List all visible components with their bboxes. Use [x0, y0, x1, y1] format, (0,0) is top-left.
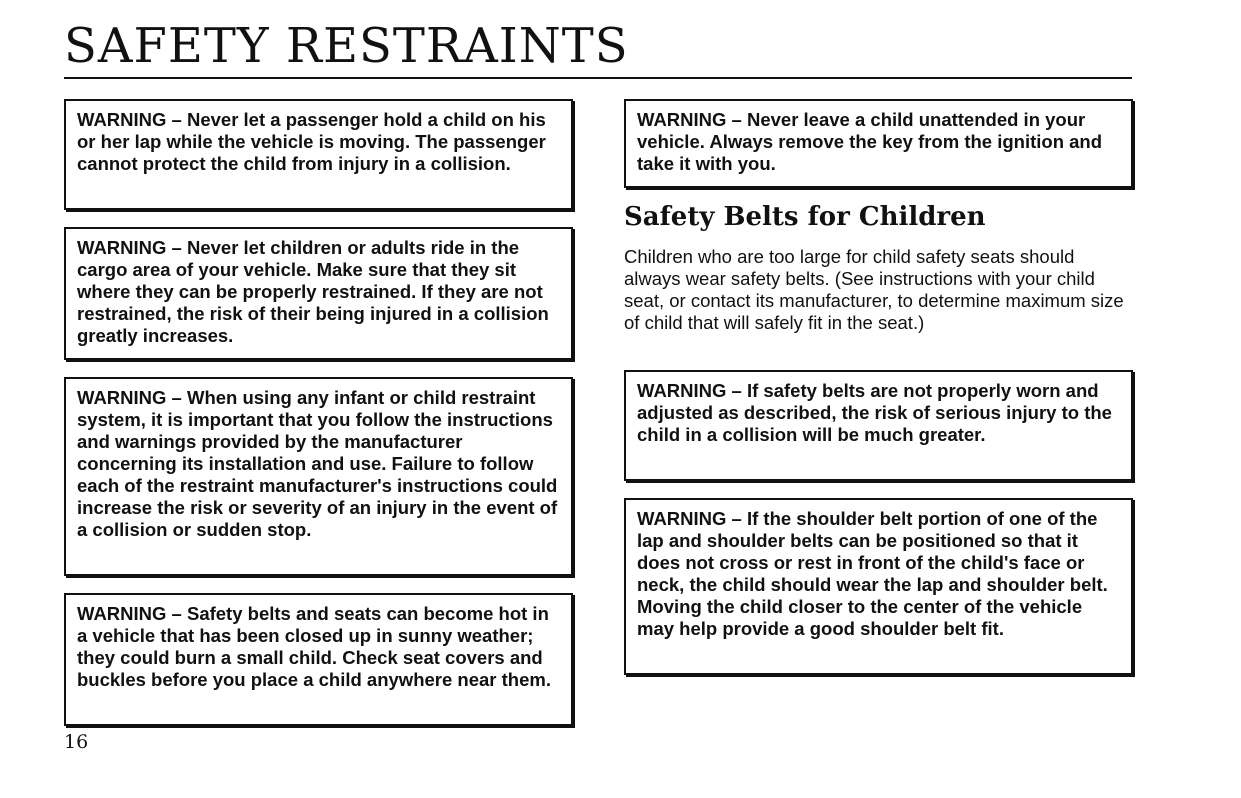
warning-text: WARNING – When using any infant or child restraint system, it is important that you follow the instructions and warnings provided by the manufacturer concerning its installation and use. Failure to follow each of the restraint manufacturer's instructions could increase the risk or severity of an injury in the event of a collision or sudden stop. [77, 387, 558, 540]
warning-box-shoulder-belt [624, 498, 1133, 675]
section-heading: Safety Belts for Children [624, 202, 986, 232]
warning-box-hot-seats [64, 593, 573, 726]
section-body-text: Children who are too large for child safety seats should always wear safety belts. (See instructions with your child seat, or contact its manufacturer, to determine maximum size of child that will safely fit in the seat.) [624, 246, 1124, 333]
warning-text: WARNING – Safety belts and seats can become hot in a vehicle that has been closed up in sunny weather; they could burn a small child. Check seat covers and buckles before you place a child anywhere near them. [77, 603, 551, 690]
warning-text: WARNING – Never leave a child unattended in your vehicle. Always remove the key from the ignition and take it with you. [637, 109, 1103, 174]
warning-box-belts-adjusted [624, 370, 1133, 481]
page-title: SAFETY RESTRAINTS [64, 18, 629, 74]
page-number: 16 [64, 731, 89, 753]
warning-box-lap-child [64, 99, 573, 210]
warning-box-restraint-instructions [64, 377, 573, 576]
warning-text: WARNING – Never let children or adults ride in the cargo area of your vehicle. Make sure that they sit where they can be properly restrained. If they are not restrained, the risk of their being injured in a collision greatly increases. [77, 237, 549, 346]
warning-box-unattended-child [624, 99, 1133, 188]
warning-box-cargo-area [64, 227, 573, 360]
warning-text: WARNING – If the shoulder belt portion of one of the lap and shoulder belts can be positioned so that it does not cross or rest in front of the child's face or neck, the child should wear the lap and shoulder belt. Moving the child closer to the center of the vehicle may help provide a good shoulder belt fit. [637, 508, 1108, 639]
warning-text: WARNING – If safety belts are not properly worn and adjusted as described, the risk of serious injury to the child in a collision will be much greater. [637, 380, 1112, 445]
warning-text: WARNING – Never let a passenger hold a child on his or her lap while the vehicle is moving. The passenger cannot protect the child from injury in a collision. [77, 109, 546, 174]
title-divider [64, 77, 1132, 79]
